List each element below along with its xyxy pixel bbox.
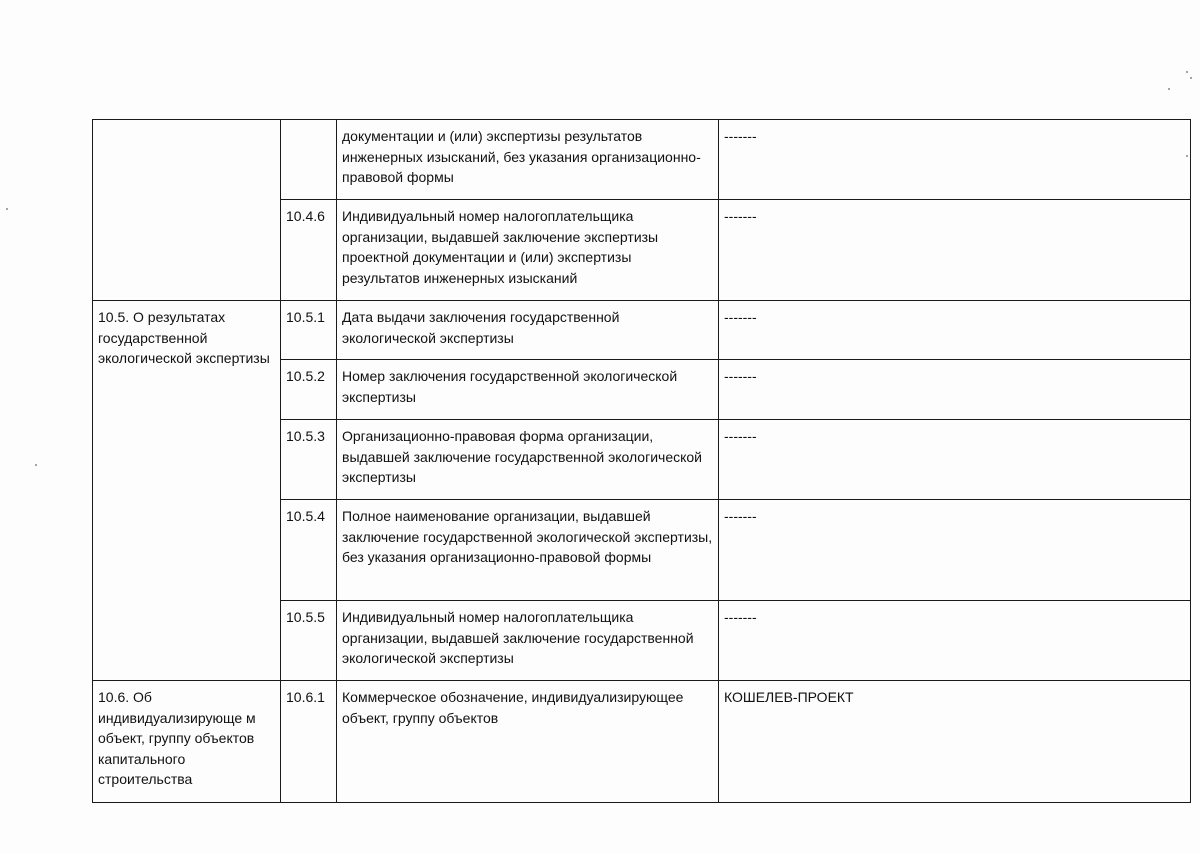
item-value: ------- xyxy=(719,200,1191,301)
scan-speck xyxy=(6,208,8,210)
item-description: документации и (или) экспертизы результатов инженерных изысканий, без указания организационно-правовой формы xyxy=(337,120,719,200)
item-number: 10.5.5 xyxy=(281,601,337,681)
table-row xyxy=(93,301,1191,360)
item-value: ------- xyxy=(719,500,1191,601)
scan-speck xyxy=(1186,71,1188,73)
item-value: ------- xyxy=(719,601,1191,681)
scan-speck xyxy=(1168,88,1170,90)
item-description: Организационно-правовая форма организации, выдавшей заключение государственной экологической экспертизы xyxy=(337,420,719,500)
item-number: 10.5.4 xyxy=(281,500,337,601)
document-table xyxy=(92,119,1191,803)
item-number: 10.5.1 xyxy=(281,301,337,360)
item-description: Индивидуальный номер налогоплательщика организации, выдавшей заключение экспертизы проектной документации и (или) экспертизы результатов инженерных изысканий xyxy=(337,200,719,301)
item-description: Коммерческое обозначение, индивидуализирующее объект, группу объектов xyxy=(337,681,719,803)
scan-speck xyxy=(1190,77,1192,79)
table-row xyxy=(93,681,1191,803)
section-heading-10-5: 10.5. О результатах государственной экологической экспертизы xyxy=(93,301,281,681)
item-value: ------- xyxy=(719,360,1191,420)
section-heading-10-6: 10.6. Об индивидуализирующе м объект, группу объектов капитального строительства xyxy=(93,681,281,803)
item-value: ------- xyxy=(719,301,1191,360)
item-number: 10.5.2 xyxy=(281,360,337,420)
item-value: КОШЕЛЕВ-ПРОЕКТ xyxy=(719,681,1191,803)
item-number: 10.6.1 xyxy=(281,681,337,803)
table-row xyxy=(93,120,1191,200)
item-description: Полное наименование организации, выдавшей заключение государственной экологической экспертизы, без указания организационно-правовой формы xyxy=(337,500,719,601)
item-value: ------- xyxy=(719,420,1191,500)
item-description: Номер заключения государственной экологической экспертизы xyxy=(337,360,719,420)
item-number: 10.5.3 xyxy=(281,420,337,500)
item-description: Дата выдачи заключения государственной экологической экспертизы xyxy=(337,301,719,360)
scan-speck xyxy=(35,464,37,466)
item-value: ------- xyxy=(719,120,1191,200)
item-number xyxy=(281,120,337,200)
item-number: 10.4.6 xyxy=(281,200,337,301)
section-cell-continued xyxy=(93,120,281,301)
item-description: Индивидуальный номер налогоплательщика организации, выдавшей заключение государственной экологической экспертизы xyxy=(337,601,719,681)
